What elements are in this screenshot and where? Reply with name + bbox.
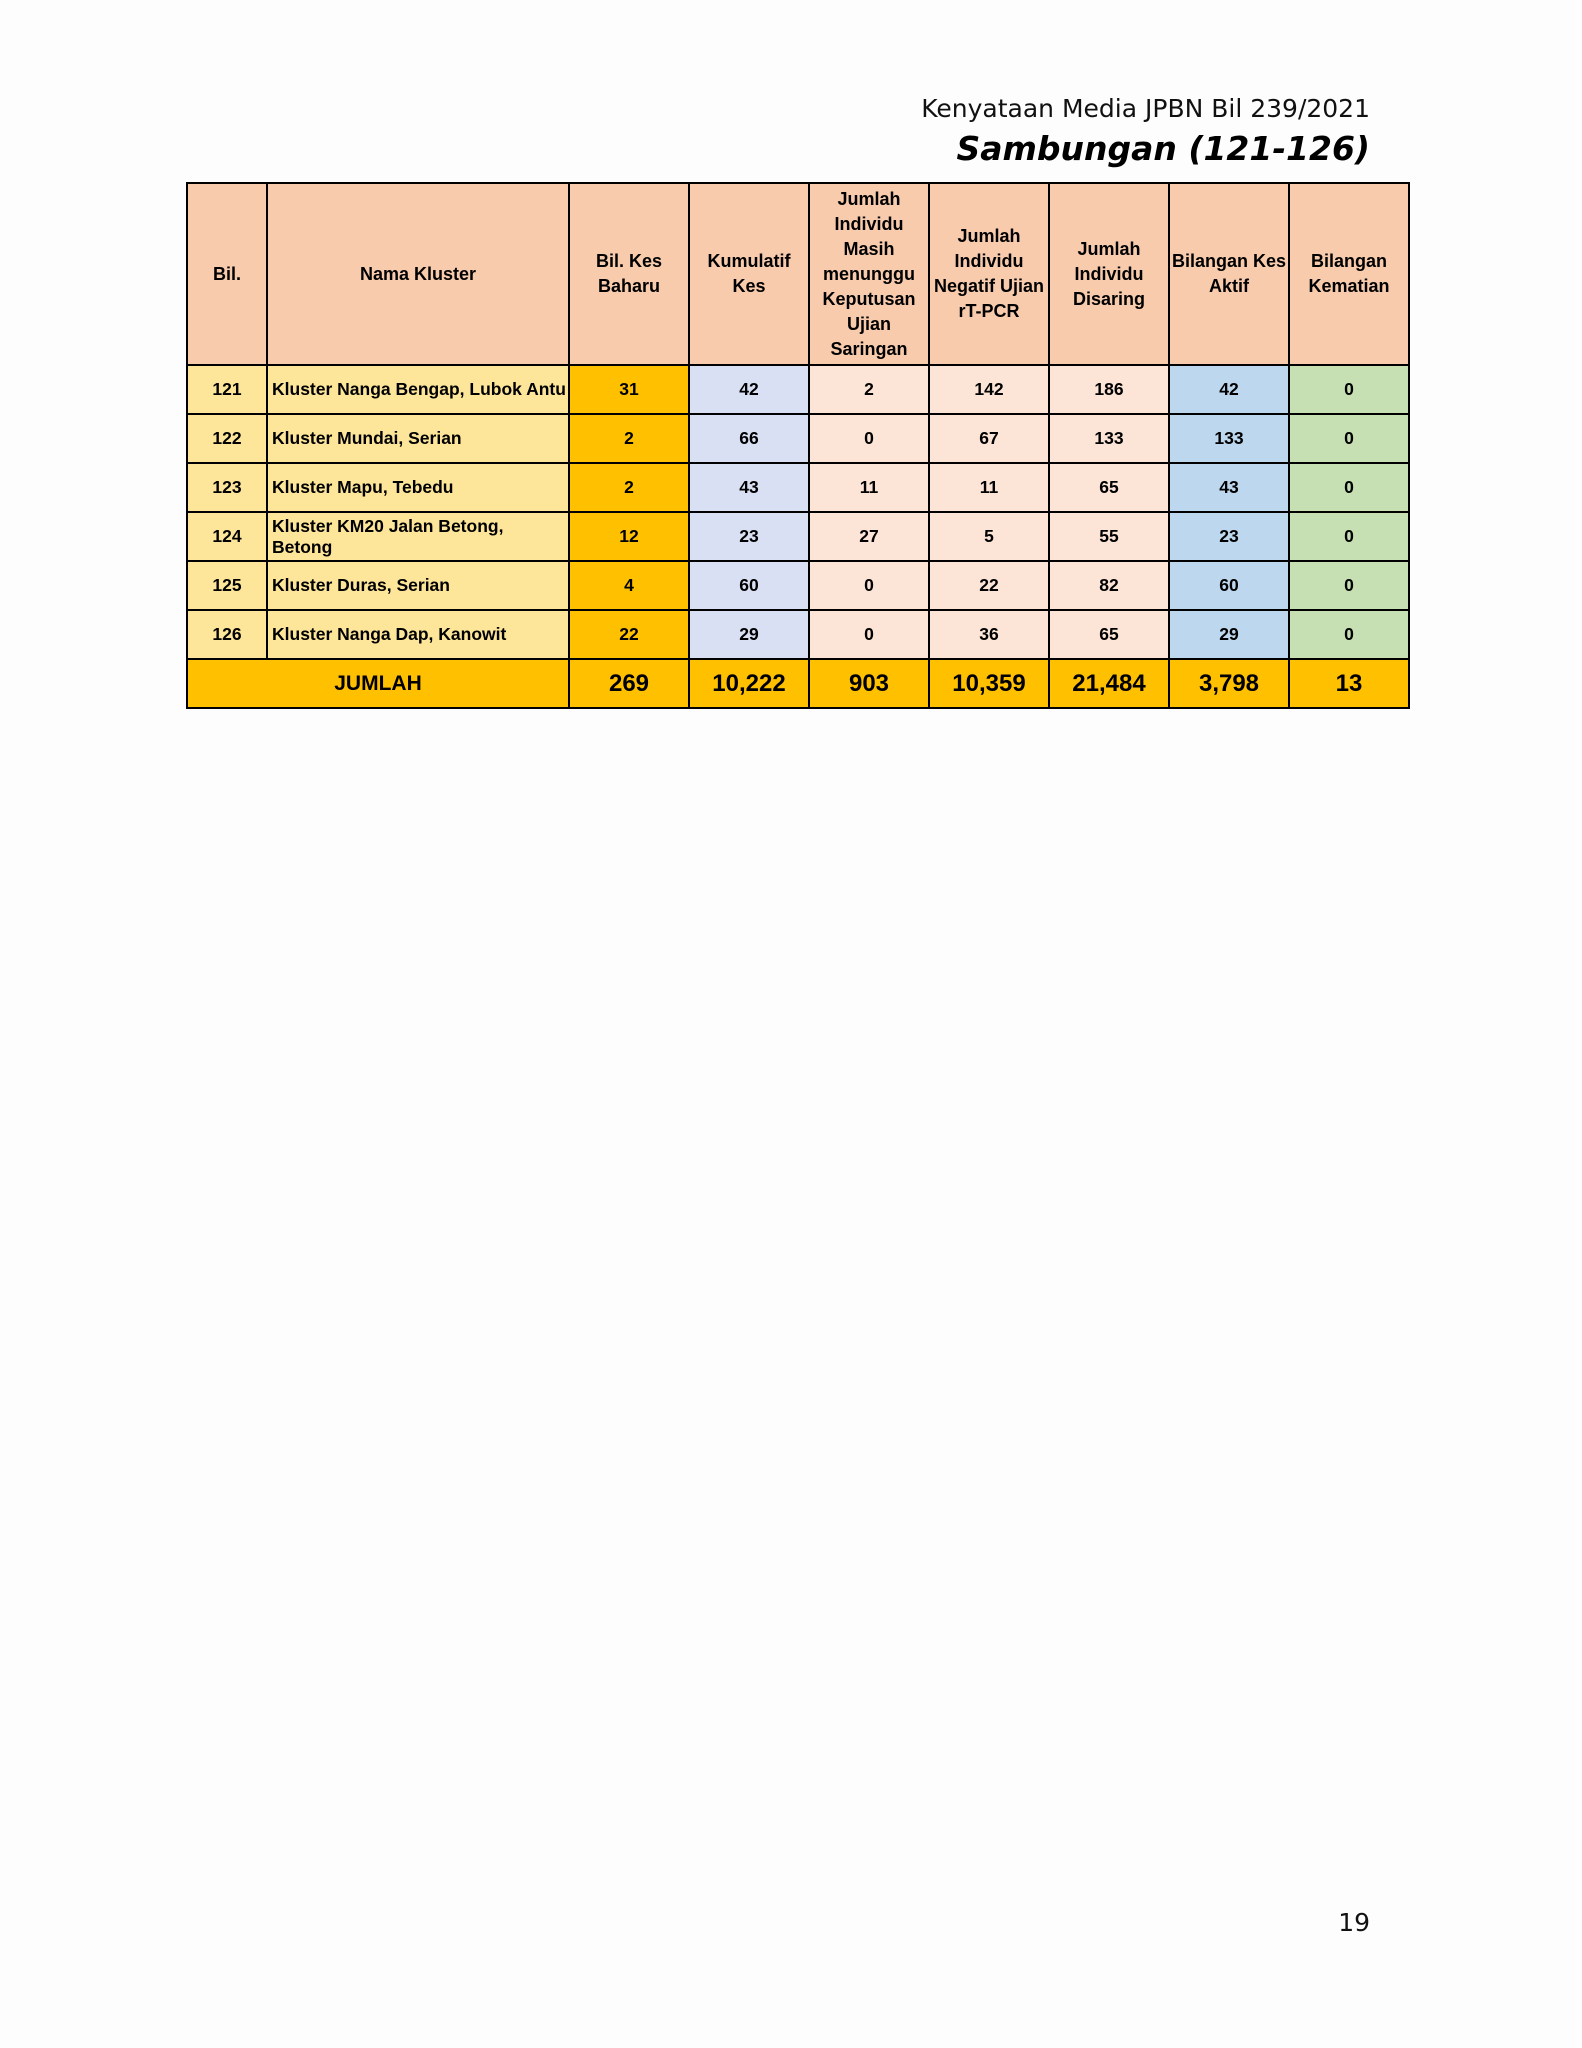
column-header-menunggu-keputusan: Jumlah Individu Masih menunggu Keputusan Ujian Saringan (809, 183, 929, 365)
press-release-reference: Kenyataan Media JPBN Bil 239/2021 (921, 94, 1370, 123)
cell-disaring: 82 (1049, 561, 1169, 610)
cell-negatif: 22 (929, 561, 1049, 610)
column-header-kematian: Bilangan Kematian (1289, 183, 1409, 365)
cell-bil: 123 (187, 463, 267, 512)
column-header-bil: Bil. (187, 183, 267, 365)
column-header-disaring: Jumlah Individu Disaring (1049, 183, 1169, 365)
cell-kes-baharu: 22 (569, 610, 689, 659)
table-row (187, 414, 1409, 463)
cell-disaring: 186 (1049, 365, 1169, 414)
page-number: 19 (1338, 1908, 1370, 1937)
cell-bil: 126 (187, 610, 267, 659)
cell-negatif: 5 (929, 512, 1049, 561)
cell-cluster-name: Kluster Duras, Serian (267, 561, 569, 610)
table-row (187, 365, 1409, 414)
totals-label: JUMLAH (187, 659, 569, 708)
cell-kumulatif-kes: 60 (689, 561, 809, 610)
section-title: Sambungan (121-126) (956, 129, 1370, 168)
cell-negatif: 142 (929, 365, 1049, 414)
cell-cluster-name: Kluster Nanga Dap, Kanowit (267, 610, 569, 659)
total-menunggu-keputusan: 903 (809, 659, 929, 708)
cell-kes-aktif: 29 (1169, 610, 1289, 659)
cell-menunggu-keputusan: 0 (809, 610, 929, 659)
document-header (921, 92, 1370, 170)
cell-kumulatif-kes: 23 (689, 512, 809, 561)
total-kumulatif-kes: 10,222 (689, 659, 809, 708)
cell-kematian: 0 (1289, 561, 1409, 610)
column-header-kumulatif-kes: Kumulatif Kes (689, 183, 809, 365)
cell-cluster-name: Kluster Mapu, Tebedu (267, 463, 569, 512)
cell-bil: 121 (187, 365, 267, 414)
total-kes-aktif: 3,798 (1169, 659, 1289, 708)
table-row (187, 610, 1409, 659)
totals-row (187, 659, 1409, 708)
total-kematian: 13 (1289, 659, 1409, 708)
table-row (187, 463, 1409, 512)
cell-disaring: 133 (1049, 414, 1169, 463)
cell-disaring: 55 (1049, 512, 1169, 561)
cell-kes-aktif: 23 (1169, 512, 1289, 561)
cell-bil: 125 (187, 561, 267, 610)
cell-kes-baharu: 2 (569, 414, 689, 463)
cell-menunggu-keputusan: 11 (809, 463, 929, 512)
cell-disaring: 65 (1049, 610, 1169, 659)
cell-kes-aktif: 60 (1169, 561, 1289, 610)
cell-cluster-name: Kluster Nanga Bengap, Lubok Antu (267, 365, 569, 414)
cell-kes-baharu: 31 (569, 365, 689, 414)
cell-kes-baharu: 2 (569, 463, 689, 512)
cell-disaring: 65 (1049, 463, 1169, 512)
cell-kumulatif-kes: 66 (689, 414, 809, 463)
cell-cluster-name: Kluster KM20 Jalan Betong, Betong (267, 512, 569, 561)
cell-cluster-name: Kluster Mundai, Serian (267, 414, 569, 463)
cell-kes-aktif: 133 (1169, 414, 1289, 463)
cell-kumulatif-kes: 43 (689, 463, 809, 512)
cell-kes-baharu: 4 (569, 561, 689, 610)
cell-kematian: 0 (1289, 365, 1409, 414)
cell-kumulatif-kes: 42 (689, 365, 809, 414)
cell-kumulatif-kes: 29 (689, 610, 809, 659)
cell-negatif: 67 (929, 414, 1049, 463)
cell-kematian: 0 (1289, 610, 1409, 659)
column-header-kes-aktif: Bilangan Kes Aktif (1169, 183, 1289, 365)
column-header-kes-baharu: Bil. Kes Baharu (569, 183, 689, 365)
cell-kematian: 0 (1289, 414, 1409, 463)
cell-kes-aktif: 43 (1169, 463, 1289, 512)
cell-menunggu-keputusan: 2 (809, 365, 929, 414)
cell-kes-baharu: 12 (569, 512, 689, 561)
cell-negatif: 36 (929, 610, 1049, 659)
cell-menunggu-keputusan: 0 (809, 414, 929, 463)
table-header-row (187, 183, 1409, 365)
cell-menunggu-keputusan: 0 (809, 561, 929, 610)
cluster-table (186, 182, 1410, 709)
cell-kematian: 0 (1289, 463, 1409, 512)
cell-kematian: 0 (1289, 512, 1409, 561)
cell-negatif: 11 (929, 463, 1049, 512)
column-header-negatif-rt-pcr: Jumlah Individu Negatif Ujian rT-PCR (929, 183, 1049, 365)
cell-bil: 124 (187, 512, 267, 561)
total-kes-baharu: 269 (569, 659, 689, 708)
column-header-nama-kluster: Nama Kluster (267, 183, 569, 365)
cell-menunggu-keputusan: 27 (809, 512, 929, 561)
cell-bil: 122 (187, 414, 267, 463)
table-row (187, 512, 1409, 561)
total-negatif: 10,359 (929, 659, 1049, 708)
table-row (187, 561, 1409, 610)
total-disaring: 21,484 (1049, 659, 1169, 708)
cell-kes-aktif: 42 (1169, 365, 1289, 414)
